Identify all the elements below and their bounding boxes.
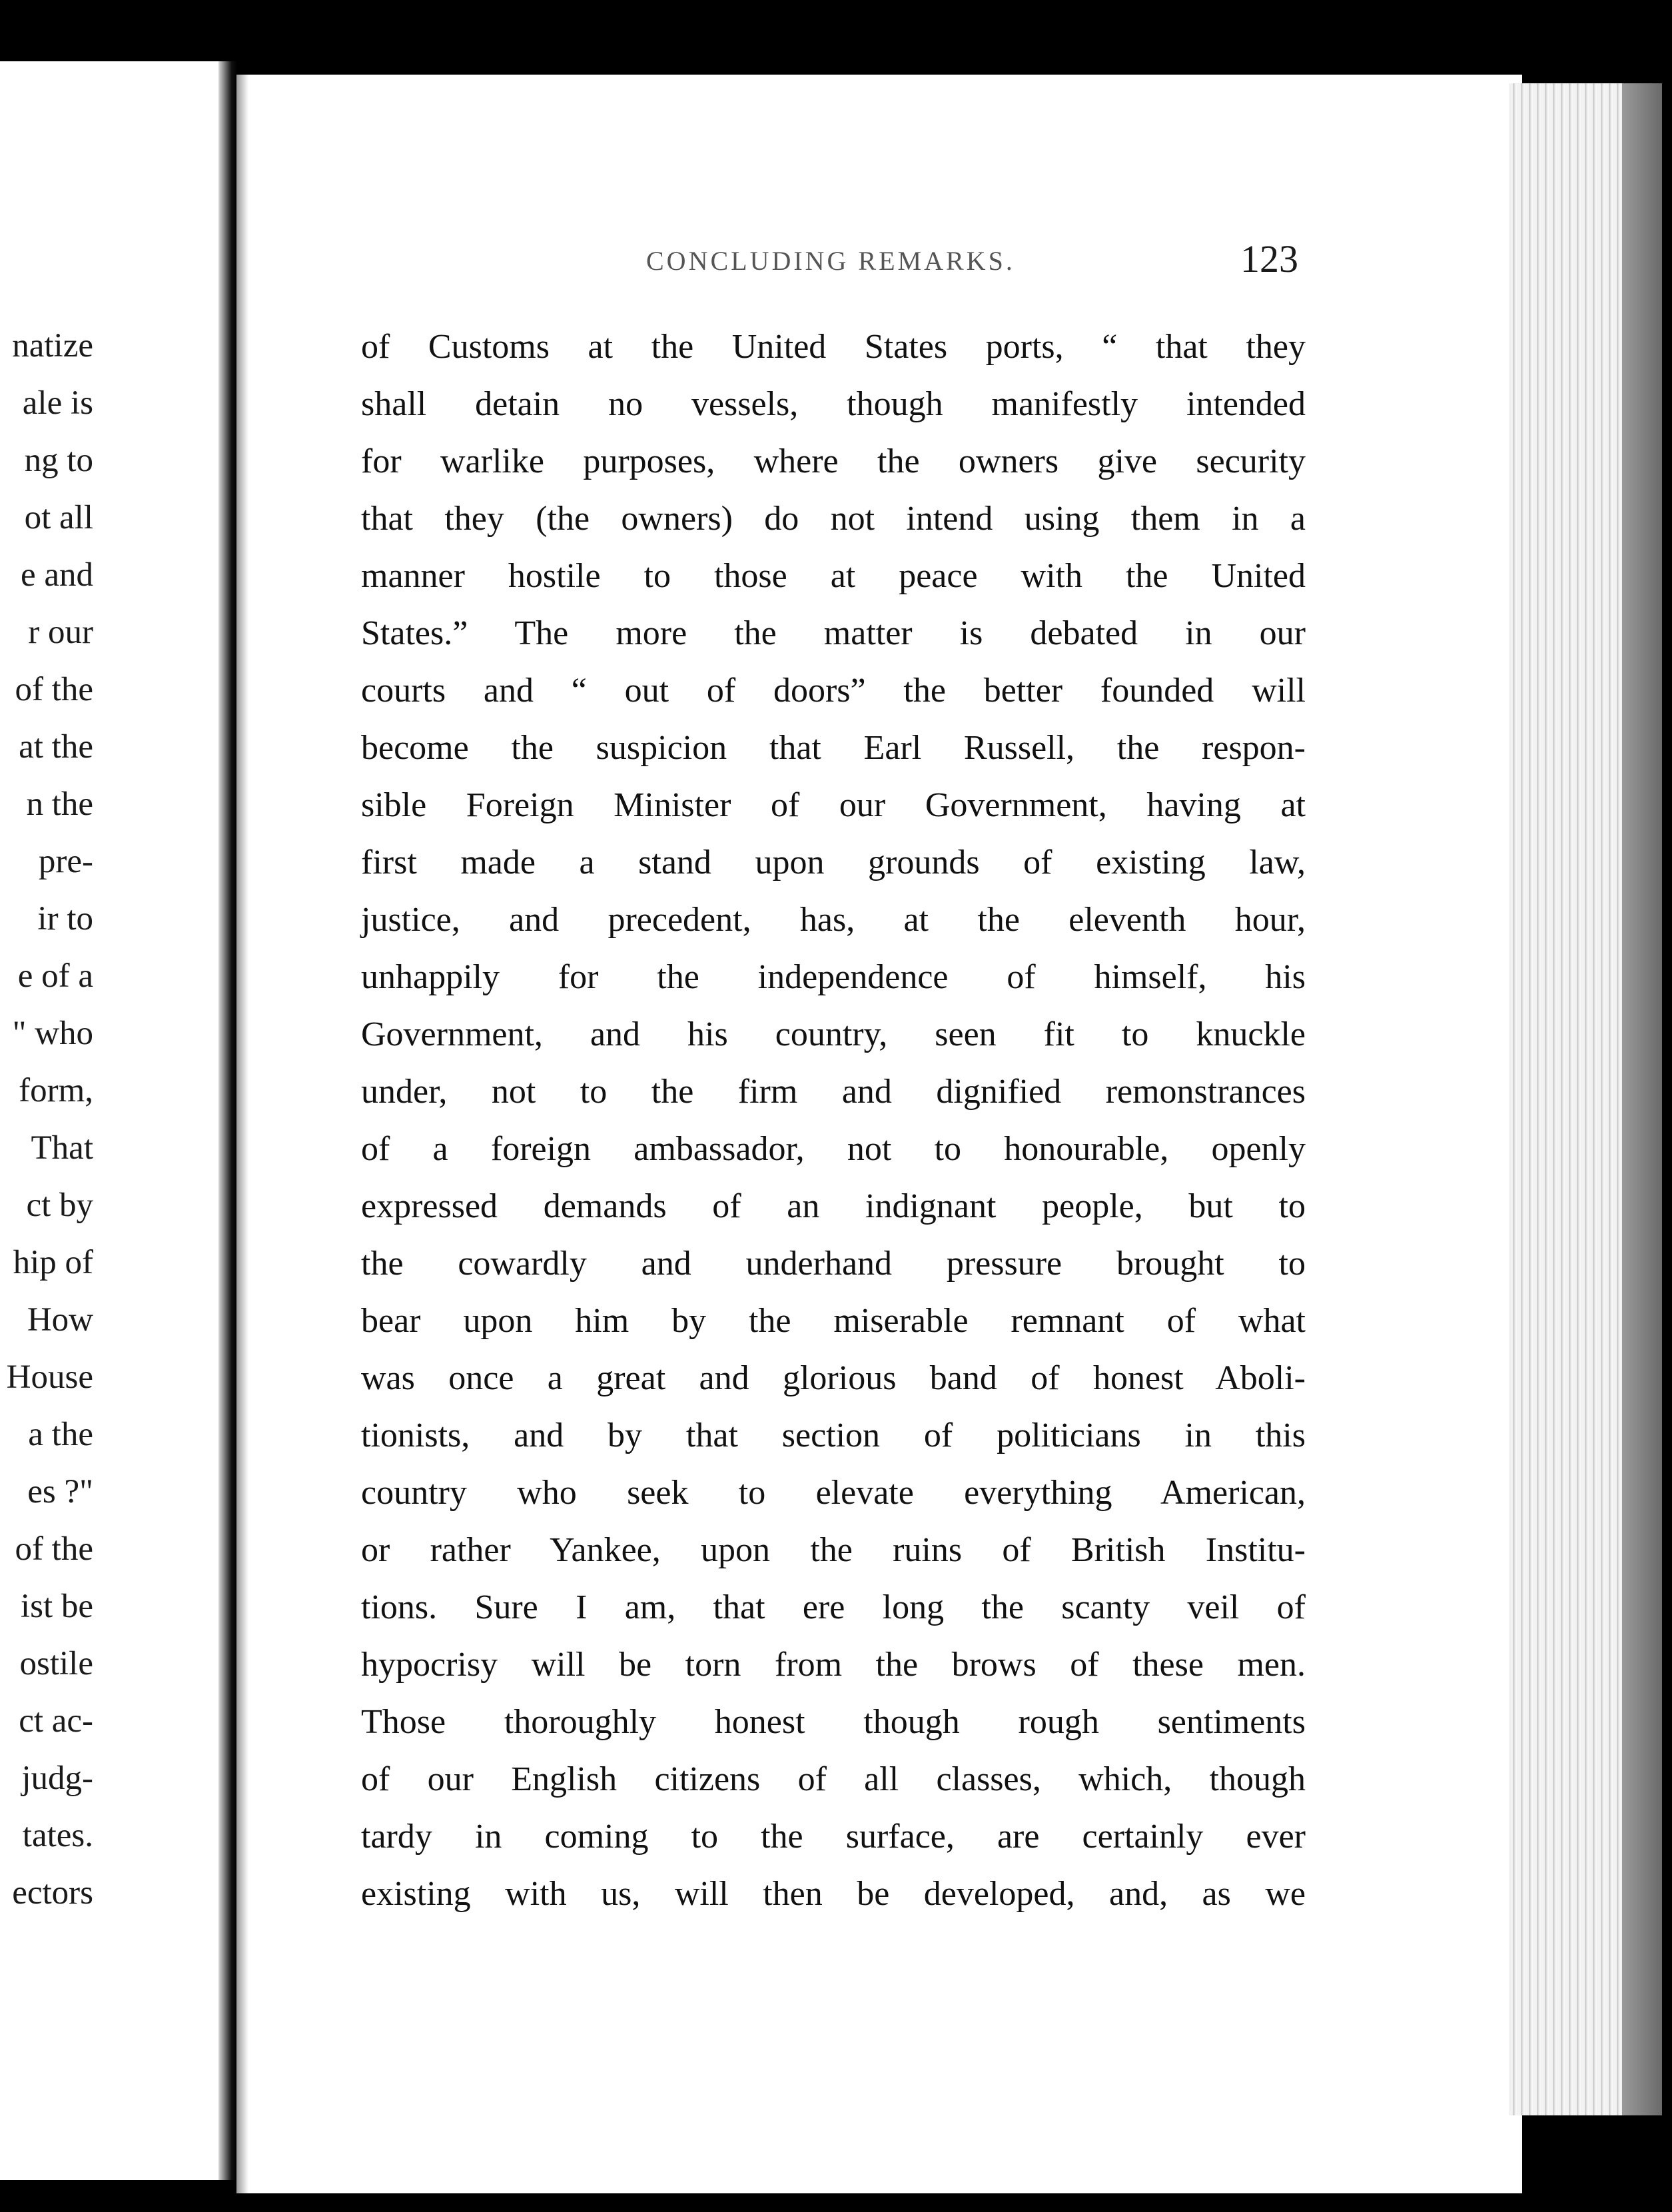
page-number: 123 — [1240, 237, 1298, 280]
left-page-fragment: judg- — [21, 1760, 93, 1797]
left-facing-page — [0, 61, 223, 2180]
text-line: Those thoroughly honest though rough sentiments — [361, 1703, 1306, 1741]
left-page-fragment: hip of — [13, 1244, 93, 1281]
text-line: manner hostile to those at peace with the United — [361, 557, 1306, 595]
text-line: hypocrisy will be torn from the brows of these men. — [361, 1646, 1306, 1684]
text-line: was once a great and glorious band of honest Aboli- — [361, 1359, 1306, 1397]
left-page-fragment: tates. — [22, 1817, 93, 1854]
text-line: of Customs at the United States ports, “ that they — [361, 328, 1306, 366]
left-page-fragment: ostile — [19, 1645, 93, 1682]
left-page-fragment: ir to — [37, 900, 93, 937]
left-page-fragment: at the — [19, 728, 93, 766]
text-line: unhappily for the independence of himself, his — [361, 958, 1306, 996]
left-page-fragment: That — [31, 1129, 93, 1167]
left-page-fragment: ot all — [24, 499, 93, 536]
left-page-fragment: e of a — [17, 957, 93, 995]
text-line: tionists, and by that section of politicians in this — [361, 1416, 1306, 1454]
left-page-fragment: pre- — [38, 843, 93, 880]
left-page-fragment: How — [27, 1301, 93, 1339]
left-page-fragment: ct ac- — [19, 1702, 93, 1740]
left-page-fragment: n the — [26, 786, 93, 823]
text-line: for warlike purposes, where the owners give security — [361, 442, 1306, 480]
text-line: courts and “ out of doors” the better founded will — [361, 672, 1306, 710]
text-line: the cowardly and underhand pressure brought to — [361, 1245, 1306, 1283]
text-line: shall detain no vessels, though manifestly intended — [361, 385, 1306, 423]
left-page-fragment: House — [6, 1359, 93, 1396]
left-page-fragment: form, — [19, 1072, 93, 1109]
left-page-fragment: ale is — [22, 384, 93, 422]
left-page-fragment: natize — [12, 327, 93, 364]
left-page-fragment: " who — [12, 1015, 93, 1052]
text-line: existing with us, will then be developed, and, as we — [361, 1875, 1306, 1913]
left-page-fragment: a the — [28, 1416, 93, 1453]
text-line: States.” The more the matter is debated in our — [361, 614, 1306, 652]
left-page-fragment: ectors — [12, 1874, 93, 1912]
text-line: tions. Sure I am, that ere long the scanty veil of — [361, 1588, 1306, 1626]
text-line: country who seek to elevate everything American, — [361, 1474, 1306, 1512]
running-head: CONCLUDING REMARKS. — [646, 246, 1015, 276]
left-page-fragment: ist be — [20, 1588, 93, 1625]
left-page-fragment: ng to — [24, 442, 93, 479]
left-page-fragment: e and — [20, 556, 93, 594]
text-line: under, not to the firm and dignified remonstrances — [361, 1073, 1306, 1111]
text-line: tardy in coming to the surface, are certainly ever — [361, 1818, 1306, 1856]
left-page-fragment: of the — [15, 1530, 93, 1568]
text-line: of our English citizens of all classes, which, though — [361, 1760, 1306, 1798]
left-page-fragment: of the — [15, 671, 93, 708]
text-line: or rather Yankee, upon the ruins of British Institu- — [361, 1531, 1306, 1569]
body-text — [361, 318, 1306, 1923]
book-gutter — [218, 61, 237, 2180]
text-line: expressed demands of an indignant people, but to — [361, 1187, 1306, 1225]
left-page-fragment: r our — [28, 614, 93, 651]
book-page-edges — [1509, 83, 1662, 2115]
text-line: Government, and his country, seen fit to knuckle — [361, 1015, 1306, 1053]
left-page-fragment: es ?" — [27, 1473, 93, 1510]
text-line: bear upon him by the miserable remnant of what — [361, 1302, 1306, 1340]
text-line: of a foreign ambassador, not to honourable, openly — [361, 1130, 1306, 1168]
left-page-fragment: ct by — [26, 1187, 93, 1224]
text-line: become the suspicion that Earl Russell, the respon- — [361, 729, 1306, 767]
text-line: first made a stand upon grounds of existing law, — [361, 843, 1306, 881]
text-line: justice, and precedent, has, at the eleventh hour, — [361, 901, 1306, 939]
text-line: sible Foreign Minister of our Government, having at — [361, 786, 1306, 824]
text-line: that they (the owners) do not intend using them in a — [361, 500, 1306, 538]
